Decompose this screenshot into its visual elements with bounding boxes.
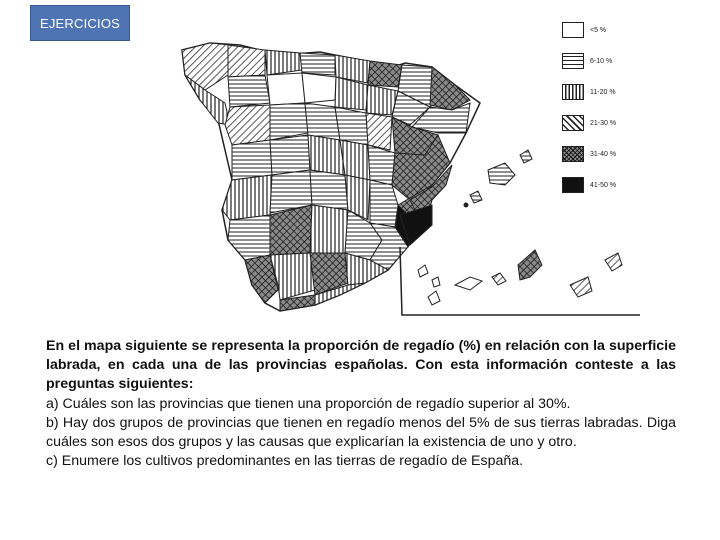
legend-item bbox=[562, 175, 662, 195]
legend-swatch-empty bbox=[562, 22, 584, 38]
legend-item bbox=[562, 82, 662, 102]
exercise-intro: En el mapa siguiente se representa la proporción de regadío (%) en relación con la superficie labrada, en cada una de las provincias españolas. Con esta información conteste a las preguntas siguientes: bbox=[46, 338, 676, 393]
legend-swatch-diag bbox=[562, 115, 584, 131]
legend-swatch-cross bbox=[562, 146, 584, 162]
balearic-islands bbox=[464, 150, 532, 207]
canary-islands-inset bbox=[400, 247, 640, 315]
legend-label: 31-40 % bbox=[590, 150, 617, 158]
legend-item bbox=[562, 51, 662, 71]
legend-label: 21-30 % bbox=[590, 119, 617, 127]
question-a: a) Cuáles son las provincias que tienen una proporción de regadío superior al 30%. bbox=[46, 395, 571, 412]
legend-swatch-hlines bbox=[562, 53, 584, 69]
legend-label: <5 % bbox=[590, 26, 607, 34]
legend-item bbox=[562, 20, 662, 40]
legend-label: 11-20 % bbox=[590, 88, 616, 96]
question-c: c) Enumere los cultivos predominantes en las tierras de regadío de España. bbox=[46, 453, 524, 470]
legend-label: 41-50 % bbox=[590, 181, 617, 189]
legend-label: 6-10 % bbox=[590, 57, 613, 65]
question-b: b) Hay dos grupos de provincias que tienen en regadío menos del 5% de sus tierras labradas. Diga cuáles son esos dos grupos y las causas que explicarían la existencia de uno y otro. bbox=[46, 414, 676, 451]
legend-swatch-solid bbox=[562, 177, 584, 193]
legend-item bbox=[562, 113, 662, 133]
ejercicios-tag: EJERCICIOS bbox=[30, 5, 130, 41]
exercise-text bbox=[46, 337, 676, 471]
map-legend bbox=[562, 20, 662, 206]
legend-swatch-vlines bbox=[562, 84, 584, 100]
legend-item bbox=[562, 144, 662, 164]
